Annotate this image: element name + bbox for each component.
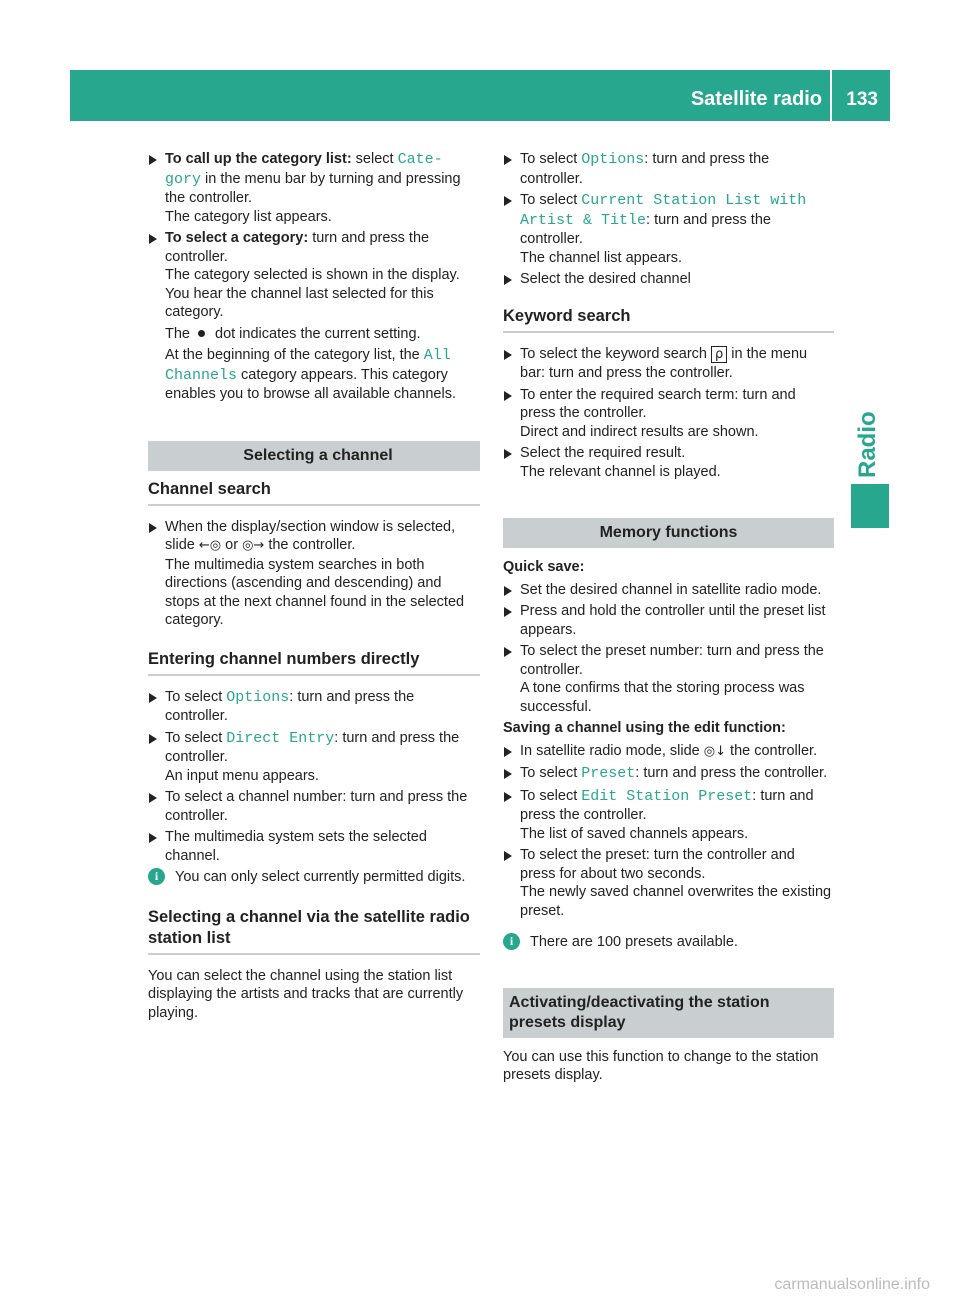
- chapter-title: Satellite radio: [690, 88, 822, 110]
- step-result: The newly saved channel overwrites the existing preset.: [520, 884, 832, 919]
- step-enter-search-term: [503, 386, 834, 442]
- menu-item-direct-entry: Direct Entry: [226, 729, 335, 747]
- watermark: carmanualsonline.info: [774, 1276, 930, 1293]
- step-text: or: [221, 537, 243, 553]
- step-result-all-channels: [165, 346, 480, 404]
- side-chapter-marker: [851, 484, 889, 528]
- search-icon: ρ: [711, 346, 727, 363]
- step-text: : turn and press the controller.: [520, 151, 770, 187]
- menu-item-all: All: [423, 347, 451, 364]
- info-icon: i: [503, 933, 520, 950]
- info-note-presets: [503, 933, 834, 952]
- menu-item-options: Options: [226, 688, 290, 706]
- step-text: At the beginning of the category list, the: [165, 347, 424, 363]
- step-text: category appears. This category enables you to browse all available channels.: [165, 366, 456, 402]
- menu-item-category-2: gory: [165, 170, 202, 188]
- step-result: The category list appears.: [165, 208, 332, 225]
- step-text: the controller.: [264, 537, 356, 553]
- step-text: The: [165, 325, 190, 342]
- step-label: To select a category:: [165, 230, 309, 246]
- slide-left-icon: ←◎: [198, 538, 222, 553]
- menu-item-channels: Channels: [165, 366, 238, 384]
- section-activating-presets: Activating/deactivating the station presets display: [503, 988, 834, 1038]
- step-press-hold: Press and hold the controller until the preset list appears.: [503, 602, 834, 639]
- step-text: When the display/section window is selected, slide: [165, 518, 456, 553]
- side-chapter-label: Radio: [854, 411, 881, 479]
- step-select-direct-entry: [148, 729, 480, 786]
- step-result: Direct and indirect results are shown.: [520, 423, 759, 440]
- step-text: To select: [520, 151, 582, 167]
- step-result-dot: [165, 325, 480, 344]
- heading-direct-entry: Entering channel numbers directly: [148, 649, 480, 676]
- info-text: There are 100 presets available.: [530, 934, 738, 950]
- step-slide-controller: [503, 742, 834, 762]
- step-result: A tone confirms that the storing process was successful.: [520, 680, 805, 715]
- step-text: in the menu bar: turn and press the controller.: [520, 345, 808, 381]
- step-text: turn and press the controller.: [165, 230, 430, 265]
- step-text: In satellite radio mode, slide: [520, 742, 704, 759]
- dot-icon: [198, 330, 205, 337]
- menu-item-options: Options: [581, 151, 645, 168]
- step-result: An input menu appears.: [165, 767, 319, 784]
- step-select-channel-number: To select a channel number: turn and press the controller.: [148, 788, 480, 825]
- step-result: The relevant channel is played.: [520, 463, 721, 480]
- section-selecting-channel: Selecting a channel: [148, 441, 480, 471]
- step-text: select: [351, 151, 398, 167]
- right-column: [503, 150, 834, 1085]
- step-select-preset: [503, 764, 834, 784]
- step-text: : turn and press the controller.: [520, 787, 814, 823]
- step-text: dot indicates the current setting.: [215, 325, 421, 342]
- step-text: : turn and press the controller.: [520, 211, 771, 247]
- step-text: in the menu bar by turning and pressing the controller.: [165, 170, 461, 206]
- step-result: The multimedia system searches in both directions (ascending and descending) and stops at the next channel found in the selected category.: [165, 556, 465, 628]
- step-select-the-preset: [503, 846, 834, 920]
- step-result: The category selected is shown in the display. You hear the channel last selected for this category.: [165, 267, 460, 320]
- page-number: 133: [846, 89, 878, 110]
- left-column: [148, 150, 480, 1022]
- step-text: To select: [520, 192, 582, 208]
- step-text: Select the required result.: [520, 445, 686, 461]
- step-result: The list of saved channels appears.: [520, 825, 749, 842]
- paragraph-activating: You can use this function to change to the station presets display.: [503, 1048, 819, 1083]
- step-text: To select the keyword search: [520, 345, 712, 362]
- step-select-category: [148, 229, 480, 404]
- heading-station-list: Selecting a channel via the satellite radio station list: [148, 907, 480, 955]
- step-text: To select the preset: turn the controller and press for about two seconds.: [520, 847, 795, 882]
- info-note-digits: [148, 868, 480, 887]
- label-quick-save: Quick save:: [503, 559, 585, 575]
- step-text: To select: [520, 765, 582, 781]
- header-divider: [830, 70, 832, 121]
- step-channel-search: [148, 518, 480, 630]
- heading-keyword-search: Keyword search: [503, 306, 834, 333]
- step-select-station-list: [503, 191, 834, 267]
- menu-item-preset: Preset: [581, 765, 636, 782]
- step-system-sets-channel: The multimedia system sets the selected channel.: [148, 828, 480, 865]
- step-select-result: [503, 444, 834, 481]
- step-select-options: [503, 150, 834, 188]
- slide-right-icon: ◎→: [242, 538, 265, 553]
- step-set-channel: Set the desired channel in satellite radio mode.: [503, 581, 834, 600]
- menu-item-current-station-list: Current Station List with Artist & Title: [520, 192, 807, 229]
- step-text: To select the preset number: turn and press the controller.: [520, 643, 824, 678]
- step-select-preset-number: [503, 642, 834, 716]
- step-text: To select: [165, 688, 227, 705]
- section-memory-functions: Memory functions: [503, 518, 834, 548]
- label-saving-edit: Saving a channel using the edit function:: [503, 720, 786, 736]
- header-bar: [70, 70, 890, 121]
- info-icon: i: [148, 868, 165, 885]
- step-select-edit-station-preset: [503, 787, 834, 844]
- step-text: To select: [165, 729, 227, 746]
- menu-item-edit-station-preset: Edit Station Preset: [581, 787, 753, 805]
- step-keyword-search: [503, 345, 834, 383]
- step-result: The channel list appears.: [520, 249, 683, 266]
- step-call-category-list: [148, 150, 480, 226]
- slide-down-icon: ◎↓: [703, 743, 727, 759]
- step-text: the controller.: [726, 742, 818, 759]
- info-text: You can only select currently permitted digits.: [175, 869, 466, 885]
- step-select-options: [148, 688, 480, 726]
- step-text: : turn and press the controller.: [165, 729, 460, 765]
- heading-channel-search: Channel search: [148, 479, 480, 506]
- paragraph-station-list: You can select the channel using the station list displaying the artists and tracks that are currently playing.: [148, 967, 464, 1021]
- step-text: To select: [520, 787, 582, 804]
- step-label: To call up the category list:: [165, 151, 352, 167]
- menu-item-category-1: Cate‐: [397, 151, 443, 168]
- step-select-desired-channel: Select the desired channel: [503, 270, 834, 289]
- step-text: : turn and press the controller.: [635, 765, 828, 781]
- step-text: : turn and press the controller.: [165, 688, 415, 724]
- step-text: To enter the required search term: turn and press the controller.: [520, 386, 796, 421]
